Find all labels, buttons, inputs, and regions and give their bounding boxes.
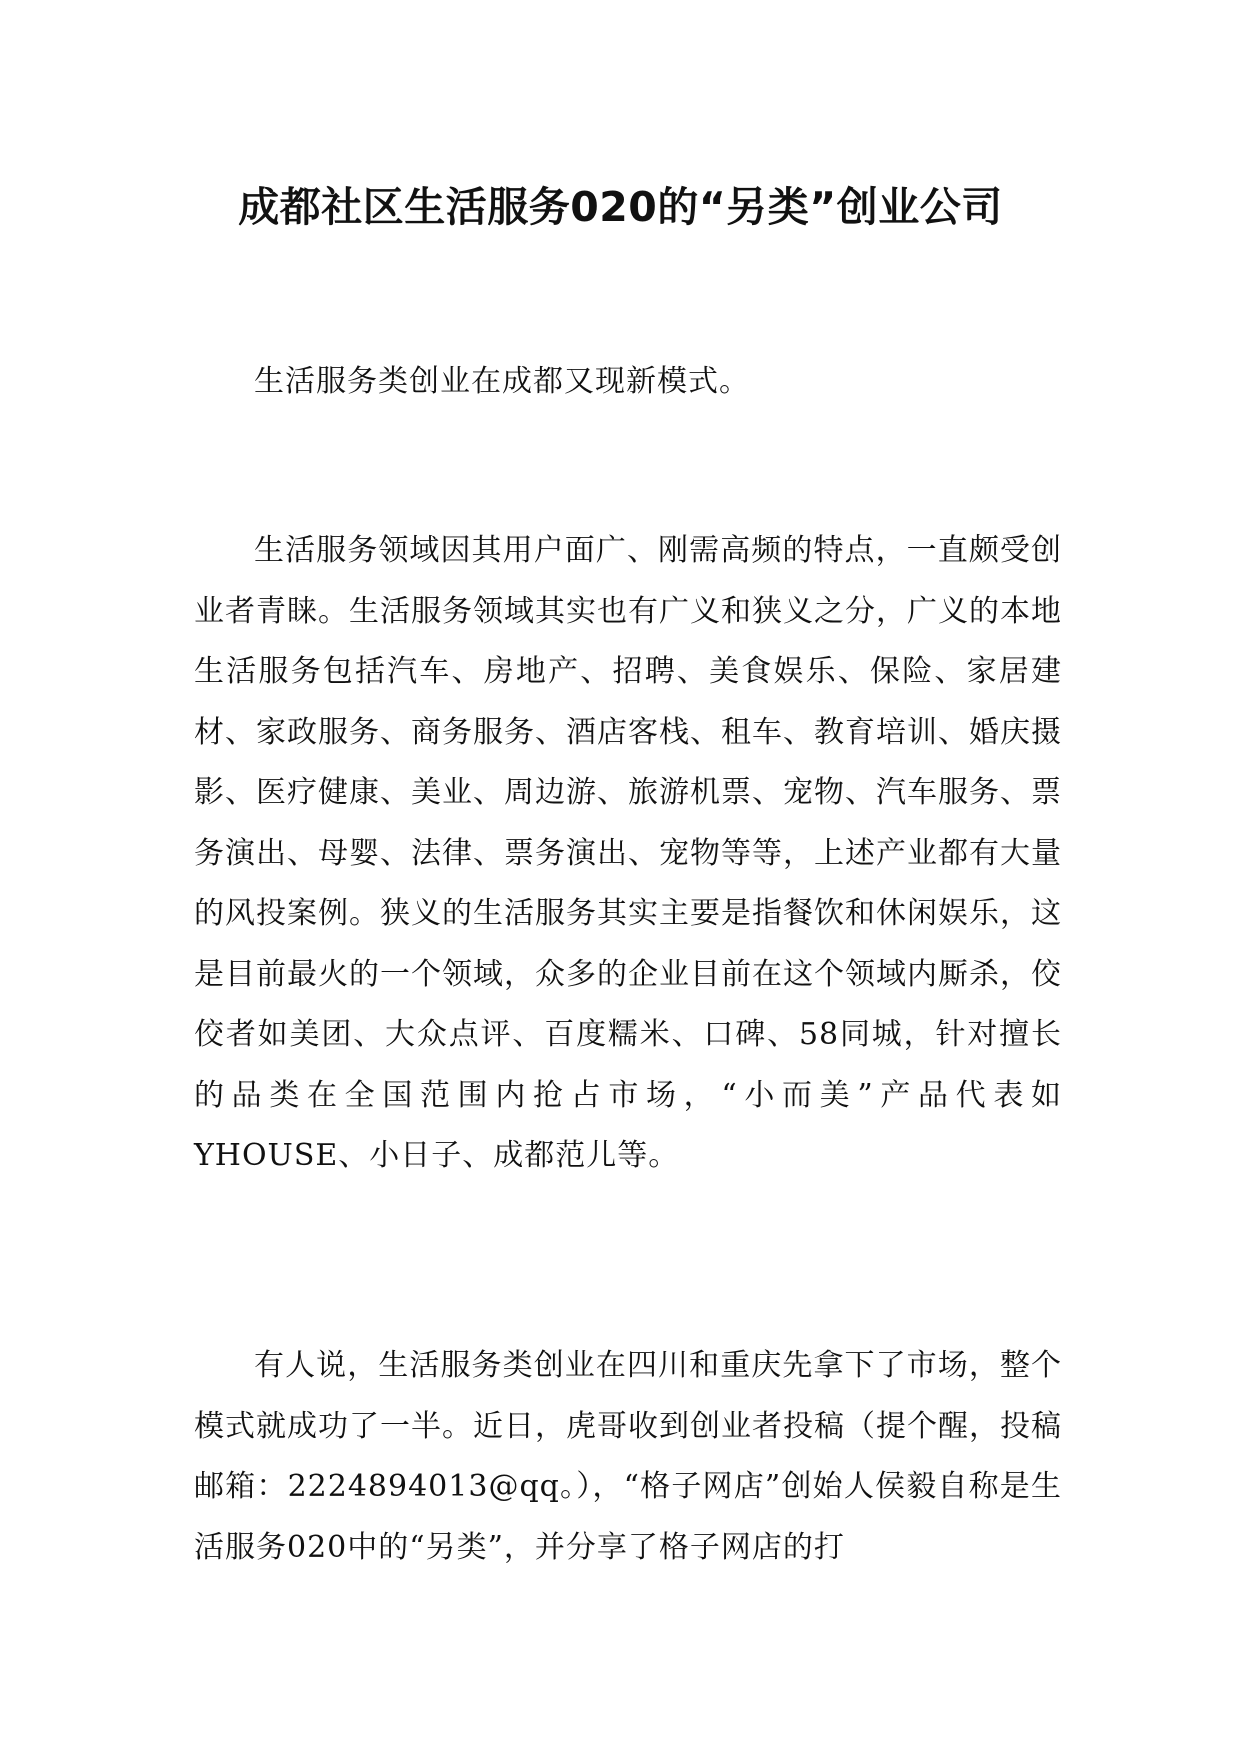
document-title: 成都社区生活服务020的“另类”创业公司	[238, 183, 1003, 232]
paragraph-intro: 生活服务类创业在成都又现新模式。	[254, 364, 750, 399]
paragraph-life-services: 生活服务领域因其用户面广、刚需高频的特点，一直颇受创业者青睐。生活服务领域其实也有广义和狭义之分，广义的本地生活服务包括汽车、房地产、招聘、美食娱乐、保险、家居建材、家政服务、商务服务、酒店客栈、租车、教育培训、婚庆摄影、医疗健康、美业、周边游、旅游机票、宠物、汽车服务、票务演出、母婴、法律、票务演出、宠物等等，上述产业都有大量的风投案例。狭义的生活服务其实主要是指餐饮和休闲娱乐，这是目前最火的一个领域，众多的企业目前在这个领域内厮杀，佼佼者如美团、大众点评、百度糯米、口碑、58同城，针对擅长的品类在全国范围内抢占市场，“小而美”产品代表如YHOUSE、小日子、成都范儿等。	[194, 533, 1062, 1173]
paragraph-contribution: 有人说，生活服务类创业在四川和重庆先拿下了市场，整个模式就成功了一半。近日，虎哥收到创业者投稿（提个醒，投稿邮箱：2224894013@qq。），“格子网店”创始人侯毅自称是生活服务020中的“另类”，并分享了格子网店的打	[194, 1348, 1062, 1565]
